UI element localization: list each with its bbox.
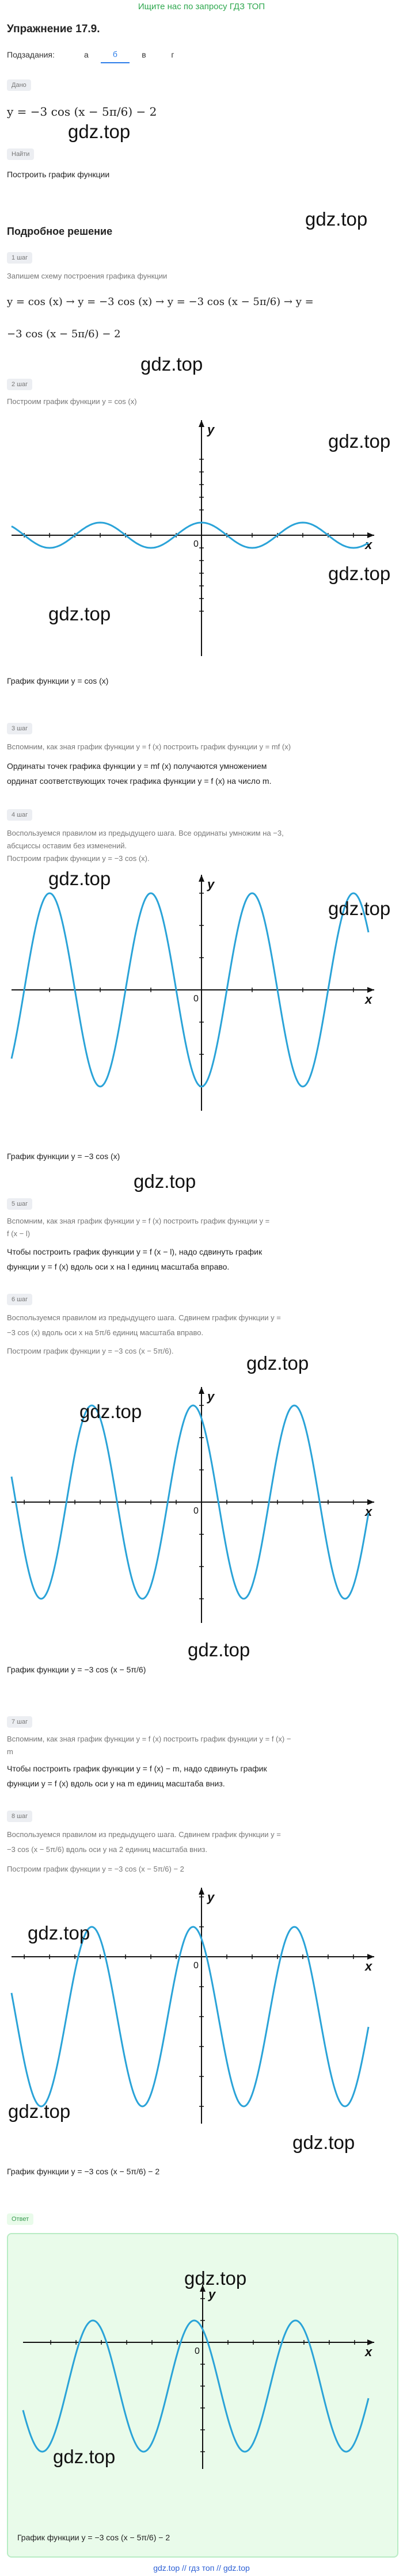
y-axis-label: y: [207, 422, 215, 437]
origin-label: 0: [193, 1506, 199, 1516]
watermark: gdz.top: [79, 1401, 142, 1422]
graph-caption: График функции y = −3 cos (x): [7, 1152, 120, 1161]
step-tag: 5 шаг: [7, 1198, 32, 1210]
watermark: gdz.top: [48, 603, 111, 624]
watermark: gdz.top: [8, 2101, 71, 2122]
find-tag: Найти: [7, 148, 34, 160]
origin-label: 0: [193, 994, 199, 1004]
function-curve: [12, 1927, 368, 2106]
graph-caption: График функции y = −3 cos (x − 5π/6) − 2: [7, 2167, 160, 2176]
step-text: Построим график функции y = −3 cos (x − 5π/6) − 2: [7, 1865, 184, 1873]
task-text: Построить график функции: [7, 170, 110, 179]
step-text: Запишем схему построения графика функции: [7, 272, 168, 280]
rule-text: функции y = f (x) вдоль оси y на m единиц масштаба вниз.: [7, 1779, 225, 1788]
watermark: gdz.top: [28, 1922, 90, 1944]
watermark: gdz.top: [184, 2268, 247, 2289]
rule-text: Ординаты точек графика функции y = mf (x) получаются умножением: [7, 761, 267, 771]
watermark: gdz.top: [53, 2446, 116, 2467]
y-axis-label: y: [207, 1890, 215, 1904]
subtasks-bar: [7, 46, 187, 63]
step-tag: 8 шаг: [7, 1811, 32, 1822]
y-axis-label: y: [208, 2287, 216, 2301]
watermark: gdz.top: [134, 1171, 196, 1192]
rule-text: Чтобы построить график функции y = f (x) − m, надо сдвинуть график: [7, 1764, 267, 1773]
watermark: gdz.top: [328, 430, 391, 452]
step-text: m: [7, 1747, 13, 1756]
step-tag: 3 шаг: [7, 723, 32, 734]
step-tag: 2 шаг: [7, 379, 32, 390]
y-axis-label: y: [207, 1389, 215, 1404]
watermark: gdz.top: [48, 868, 111, 889]
step-text: Вспомним, как зная график функции y = f (x) построить график функции y =: [7, 1217, 270, 1225]
step-text: Вспомним, как зная график функции y = f (x) построить график функции y = f (x) −: [7, 1735, 291, 1743]
step-text: −3 cos (x − 5π/6) вдоль оси y на 2 единиц масштаба вниз.: [7, 1845, 208, 1854]
watermark: gdz.top: [140, 353, 203, 375]
promo-banner[interactable]: Ищите нас по запросу ГДЗ ТОП: [138, 2, 265, 12]
solution-heading: Подробное решение: [7, 226, 113, 237]
tab-g[interactable]: г: [171, 50, 174, 59]
answer-caption: График функции y = −3 cos (x − 5π/6) − 2: [17, 2533, 170, 2542]
x-axis-label: x: [365, 1959, 372, 1973]
watermark: gdz.top: [328, 563, 391, 584]
scheme-formula: y = cos (x) → y = −3 cos (x) → y = −3 cos (x − 5π/6) → y =: [7, 296, 314, 308]
x-axis-label: x: [365, 1504, 372, 1519]
x-axis-label: x: [365, 538, 372, 552]
step-text: f (x − l): [7, 1229, 31, 1238]
scheme-formula: −3 cos (x − 5π/6) − 2: [7, 328, 121, 340]
footer-links[interactable]: gdz.top // гдз топ // gdz.top: [153, 2563, 250, 2573]
step-tag: 4 шаг: [7, 809, 32, 821]
x-axis-label: x: [365, 2345, 372, 2359]
x-axis-label: x: [365, 992, 372, 1007]
graph-shifted: [12, 1381, 380, 1623]
y-axis-label: y: [207, 877, 215, 891]
answer-tag: Ответ: [7, 2213, 33, 2225]
step-text: Построим график функции y = cos (x): [7, 397, 137, 406]
step-text: Построим график функции y = −3 cos (x − 5π/6).: [7, 1347, 174, 1355]
step-text: абсциссы оставим без изменений.: [7, 841, 127, 850]
graph-caption: График функции y = −3 cos (x − 5π/6): [7, 1665, 146, 1674]
subtasks-label: Подзадания:: [7, 50, 55, 59]
tab-b[interactable]: б: [101, 49, 130, 63]
step-tag: 7 шаг: [7, 1716, 32, 1728]
y-axis-arrow: [199, 420, 204, 427]
page-title: Упражнение 17.9.: [7, 23, 100, 35]
graph-final: [12, 1882, 380, 2124]
step-text: Воспользуемся правилом из предыдущего шага. Сдвинем график функции y =: [7, 1830, 281, 1839]
watermark: gdz.top: [328, 898, 391, 919]
rule-text: ординат соответствующих точек графика функции y = f (x) на число m.: [7, 776, 272, 786]
watermark: gdz.top: [68, 121, 131, 142]
y-axis-arrow: [199, 1888, 204, 1895]
step-text: Построим график функции y = −3 cos (x).: [7, 854, 150, 863]
tab-v[interactable]: в: [142, 50, 146, 59]
graph-caption: График функции y = cos (x): [7, 676, 109, 685]
graph-minus3cos: [12, 869, 380, 1111]
step-text: Воспользуемся правилом из предыдущего шага. Сдвинем график функции y =: [7, 1313, 281, 1322]
step-tag: 6 шаг: [7, 1294, 32, 1305]
tab-a[interactable]: а: [84, 50, 89, 59]
step-text: Воспользуемся правилом из предыдущего шага. Все ординаты умножим на −3,: [7, 829, 284, 837]
given-tag: Дано: [7, 79, 31, 91]
step-text: −3 cos (x) вдоль оси x на 5π/6 единиц масштаба вправо.: [7, 1328, 204, 1337]
watermark: gdz.top: [246, 1352, 309, 1374]
watermark: gdz.top: [292, 2132, 355, 2153]
origin-label: 0: [193, 1961, 199, 1971]
function-curve: [23, 2320, 368, 2452]
watermark: gdz.top: [188, 1639, 250, 1660]
origin-label: 0: [195, 2346, 200, 2356]
origin-label: 0: [193, 539, 199, 549]
rule-text: функции y = f (x) вдоль оси x на l единиц масштаба вправо.: [7, 1262, 230, 1271]
y-axis-arrow: [199, 875, 204, 882]
y-axis-arrow: [199, 1387, 204, 1394]
step-text: Вспомним, как зная график функции y = f (x) построить график функции y = mf (x): [7, 742, 291, 751]
rule-text: Чтобы построить график функции y = f (x − l), надо сдвинуть график: [7, 1247, 263, 1256]
step-tag: 1 шаг: [7, 252, 32, 264]
graph-answer: [23, 2279, 380, 2469]
given-formula: y = −3 cos (x − 5π/6) − 2: [7, 105, 157, 119]
watermark: gdz.top: [305, 208, 368, 230]
